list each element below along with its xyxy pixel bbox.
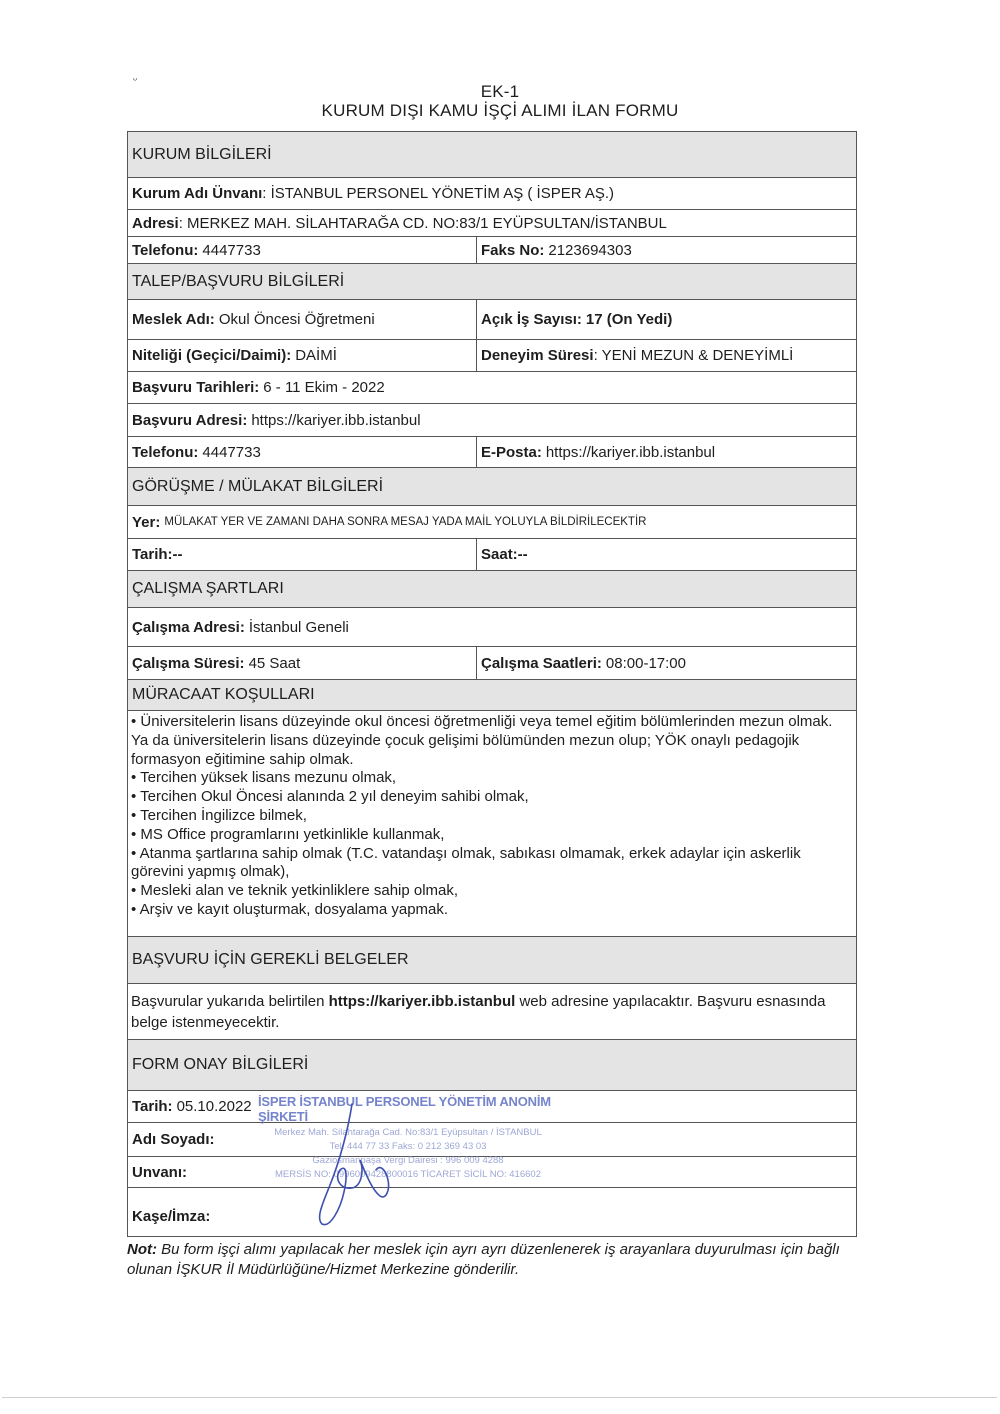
row-approval-title <box>128 1157 856 1188</box>
requirements-list <box>128 711 856 937</box>
email-link[interactable]: https://kariyer.ibb.istanbul <box>545 443 716 461</box>
row-interview-place <box>128 506 856 539</box>
field-value: 05.10.2022 <box>176 1098 252 1115</box>
stamp-line: Gaziosmanpaşa Vergi Dairesi : 996 009 4288 <box>312 1155 504 1166</box>
section-title: BAŞVURU İÇİN GEREKLİ BELGELER <box>132 951 409 968</box>
field-value: 4447733 <box>202 443 261 461</box>
field-value: MÜLAKAT YER VE ZAMANI DAHA SONRA MESAJ YADA MAİL YOLUYLA BİLDİRİLECEKTİR <box>164 516 647 528</box>
field-label: Kaşe/İmza: <box>132 1207 211 1225</box>
field-value: : YENİ MEZUN & DENEYİMLİ <box>593 347 794 364</box>
field-label: Başvuru Adresi: <box>132 411 248 429</box>
row-apply-address <box>128 404 856 437</box>
note-label: Not: <box>127 1241 157 1258</box>
field-value: : MERKEZ MAH. SİLAHTARAĞA CD. NO:83/1 EYÜPSULTAN/İSTANBUL <box>178 214 667 232</box>
page-edge-line <box>2 1397 997 1398</box>
list-item: • MS Office programlarını yetkinlikle kullanmak, <box>131 825 445 843</box>
list-item: • Atanma şartlarına sahip olmak (T.C. vatandaşı olmak, sabıkası olmamak, erkek adaylar için askerlik görevini yapmış olmak), <box>131 844 801 881</box>
row-kurum-address <box>128 210 856 237</box>
documents-link[interactable]: https://kariyer.ibb.istanbul <box>328 993 516 1010</box>
list-item: • Tercihen yüksek lisans mezunu olmak, <box>131 769 397 787</box>
section-header-mulakat <box>128 468 856 506</box>
row-approval-name <box>128 1123 856 1157</box>
list-item: • Tercihen Okul Öncesi alanında 2 yıl deneyim sahibi olmak, <box>131 788 529 806</box>
list-item: • Üniversitelerin lisans düzeyinde okul öncesi öğretmenliği veya temel eğitim bölümlerinden mezun olmak. Ya da üniversitelerin lisans düzeyinde çocuk gelişimi bölümünden mezun olup; YÖK onaylı pedagojik formasyon eğitimine sahip olmak. <box>131 713 833 768</box>
section-header-muracaat <box>128 680 856 711</box>
field-label: Niteliği (Geçici/Daimi): <box>132 347 292 364</box>
field-label: Unvanı: <box>132 1163 188 1181</box>
field-label: Adresi <box>132 214 179 232</box>
row-talep-contact <box>128 437 856 468</box>
field-value: DAİMİ <box>295 347 337 364</box>
section-header-onay <box>128 1040 856 1091</box>
stamp-line: MERSİS NO: 0996009428800016 TİCARET SİCİL NO: 416602 <box>275 1169 541 1180</box>
section-header-calisma <box>128 571 856 608</box>
field-value: 2123694303 <box>548 241 632 259</box>
field-label: Tarih:-- <box>132 546 183 563</box>
section-header-talep <box>128 264 856 300</box>
documents-text: web adresine yapılacaktır. Başvuru esnasında belge istenmeyecektir. <box>131 993 826 1031</box>
field-label: Telefonu: <box>132 443 199 461</box>
row-approval-stamp <box>128 1188 856 1236</box>
field-label: Meslek Adı: <box>132 311 215 328</box>
row-occupation <box>128 300 856 340</box>
section-header-belgeler <box>128 937 856 984</box>
field-value: 08:00-17:00 <box>605 654 686 672</box>
field-label: Telefonu: <box>132 241 199 259</box>
row-kurum-contact <box>128 237 856 264</box>
section-header-kurum <box>128 132 856 178</box>
field-label: Çalışma Saatleri: <box>481 654 602 672</box>
stamp-line: Merkez Mah. Silahtarağa Cad. No:83/1 Eyüpsultan / İSTANBUL <box>274 1127 542 1138</box>
footer-note <box>127 1240 867 1280</box>
note-text: Bu form işçi alımı yapılacak her meslek için ayrı ayrı düzenlenerek iş arayanlara duyurulması için bağlı olunan İŞKUR İl Müdürlüğüne/Hizmet Merkezine gönderilir. <box>127 1241 840 1278</box>
row-apply-dates <box>128 372 856 404</box>
field-label: Başvuru Tarihleri: <box>132 379 260 396</box>
list-item: • Mesleki alan ve teknik yetkinliklere sahip olmak, <box>131 882 459 900</box>
section-title: TALEP/BAŞVURU BİLGİLERİ <box>132 272 345 290</box>
section-title: KURUM BİLGİLERİ <box>132 146 272 163</box>
row-interview-datetime <box>128 539 856 571</box>
field-label: E-Posta: <box>481 443 542 461</box>
section-title: ÇALIŞMA ŞARTLARI <box>132 580 284 597</box>
row-approval-date <box>128 1091 856 1123</box>
documents-text: Başvurular yukarıda belirtilen <box>131 993 329 1010</box>
field-label: Çalışma Adresi: <box>132 618 245 636</box>
section-title: MÜRACAAT KOŞULLARI <box>132 686 315 703</box>
page-title: KURUM DIŞI KAMU İŞÇİ ALIMI İLAN FORMU <box>321 101 679 120</box>
stamp-line: Tel: 444 77 33 Faks: 0 212 369 43 03 <box>329 1141 487 1152</box>
field-label: Açık İş Sayısı: <box>481 311 582 328</box>
section-title: GÖRÜŞME / MÜLAKAT BİLGİLERİ <box>132 477 384 495</box>
section-title: FORM ONAY BİLGİLERİ <box>132 1056 309 1073</box>
row-work-address <box>128 608 856 647</box>
field-label: Çalışma Süresi: <box>132 654 245 672</box>
corner-mark: ᵕ <box>133 74 138 86</box>
field-label: Adı Soyadı: <box>132 1131 215 1148</box>
row-type <box>128 340 856 372</box>
field-value: Okul Öncesi Öğretmeni <box>218 311 375 328</box>
row-kurum-name <box>128 178 856 210</box>
stamp-line: İSPER İSTANBUL PERSONEL YÖNETİM ANONİM ŞİRKETİ <box>258 1094 551 1124</box>
field-label: Kurum Adı Ünvanı <box>132 185 263 202</box>
field-label: Deneyim Süresi <box>481 347 594 364</box>
field-value: İstanbul Geneli <box>248 618 349 636</box>
field-label: Saat:-- <box>481 546 528 563</box>
field-value: 17 (On Yedi) <box>585 311 673 328</box>
annex-label: EK-1 <box>480 82 520 101</box>
field-value: 4447733 <box>202 241 261 259</box>
apply-address-link[interactable]: https://kariyer.ibb.istanbul <box>251 411 421 429</box>
field-value: 6 - 11 Ekim - 2022 <box>263 379 385 396</box>
field-value: 45 Saat <box>248 654 301 672</box>
list-item: • Arşiv ve kayıt oluşturmak, dosyalama yapmak. <box>131 900 449 918</box>
field-value: : İSTANBUL PERSONEL YÖNETİM AŞ ( İSPER AŞ.) <box>262 185 615 202</box>
field-label: Tarih: <box>132 1098 173 1115</box>
field-label: Yer: <box>132 513 161 531</box>
row-work-time <box>128 647 856 680</box>
row-documents-text <box>128 984 856 1040</box>
announcement-form <box>127 131 857 1237</box>
field-label: Faks No: <box>481 241 545 259</box>
list-item: • Tercihen İngilizce bilmek, <box>131 806 307 824</box>
